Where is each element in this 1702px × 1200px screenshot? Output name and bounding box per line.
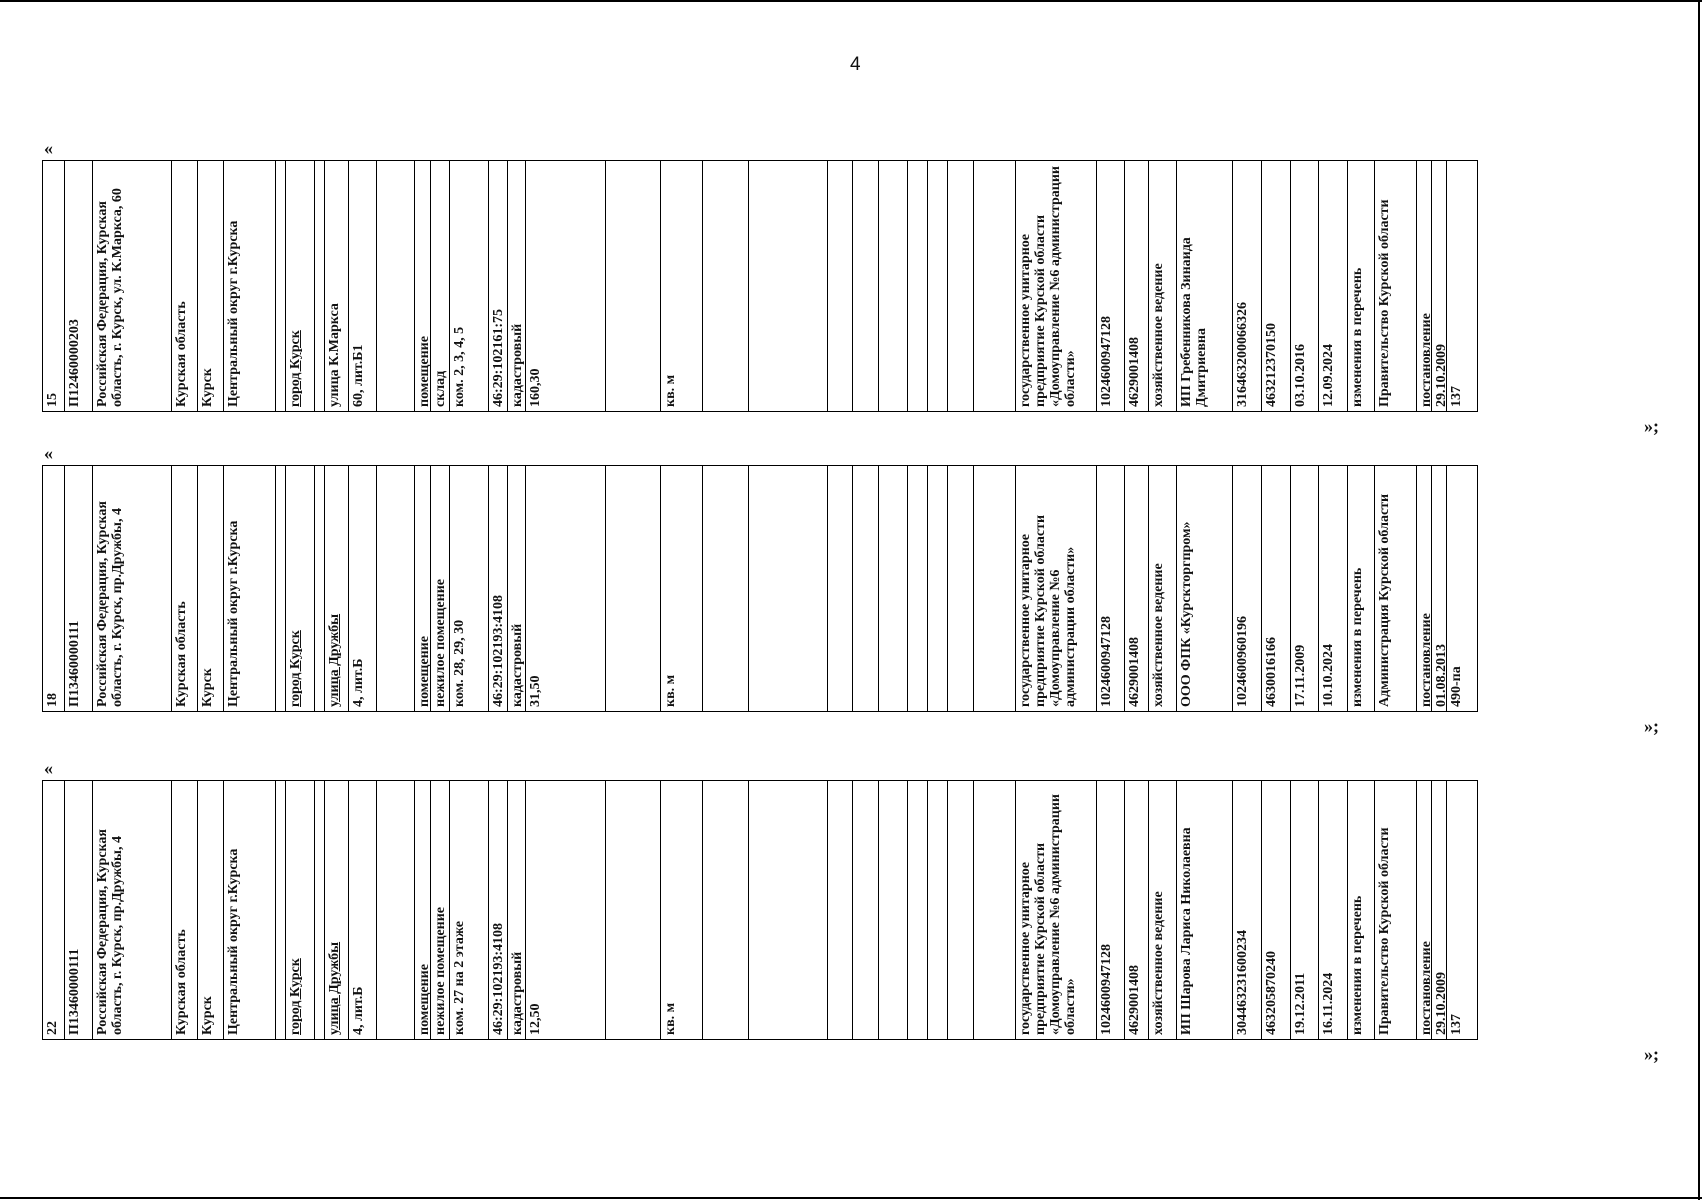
table-cell: город Курск [286, 161, 315, 411]
table-cell [315, 781, 325, 1039]
table-cell: 15 [43, 161, 65, 411]
table-cell: Правительство Курской области [1375, 161, 1417, 411]
table-cell: 29.10.2009 [1432, 161, 1447, 411]
table-cell [828, 161, 854, 411]
table-cell: улица К.Маркса [325, 161, 349, 411]
table-cell: Курская область [172, 466, 198, 711]
page-number: 4 [850, 54, 861, 75]
table-cell: Курская область [172, 161, 198, 411]
table-cell: постановление [1417, 781, 1432, 1039]
table-cell: ИП Шарова Лариса Николаевна [1177, 781, 1233, 1039]
table-cell: 16.11.2024 [1319, 781, 1348, 1039]
table-cell: изменения в перечень [1348, 161, 1375, 411]
table-cell: улица Дружбы [325, 466, 349, 711]
table-cell: кадастровый [508, 466, 526, 711]
page-frame-top [0, 0, 1702, 2]
table-cell: Российская Федерация, Курская область, г. Курск, ул. К.Маркса, 60 [93, 161, 173, 411]
table-cell: 463205870240 [1262, 781, 1291, 1039]
table-cell [948, 161, 974, 411]
table-cell: ком. 2, 3, 4, 5 [450, 161, 489, 411]
table-cell: Курск [198, 781, 224, 1039]
table-cell: 137 [1448, 386, 1464, 407]
table-cell: 46:29:102193:4108 [489, 466, 508, 711]
table-cell [315, 161, 325, 411]
table-cell [879, 161, 908, 411]
table-cell: 4, лит.Б [349, 781, 377, 1039]
page-frame-bottom [0, 1197, 1702, 1199]
table-cell: изменения в перечень [1348, 781, 1375, 1039]
table-cell: ком. 27 на 2 этаже [450, 781, 489, 1039]
table-cell: 1024600947128 [1097, 466, 1125, 711]
table-cell: хозяйственное ведение [1149, 161, 1177, 411]
table-cell: 4629001408 [1125, 781, 1149, 1039]
table-cell [879, 781, 908, 1039]
table-cell: помещение [415, 161, 431, 411]
table-cell: кадастровый [508, 781, 526, 1039]
table-cell: П13460000111 [65, 781, 93, 1039]
table-cell: помещение [415, 466, 431, 711]
table-cell: кадастровый [508, 161, 526, 411]
table-cell [948, 466, 974, 711]
table-cell [928, 161, 948, 411]
table-cell [928, 781, 948, 1039]
table-cell: 01.08.2013 [1432, 466, 1447, 711]
table-cell: кв. м [661, 161, 703, 411]
table-cell: П12460000203 [65, 161, 93, 411]
table-cell: хозяйственное ведение [1149, 781, 1177, 1039]
table-cell [606, 781, 662, 1039]
table-cell: 4629001408 [1125, 466, 1149, 711]
table-cell: ИП Гребенникова Зинаида Дмитриевна [1177, 161, 1233, 411]
table-cell: государственное унитарное предприятие Курской области «Домоуправление №6 администрации области» [1016, 466, 1098, 711]
table-cell [853, 781, 879, 1039]
table-cell [377, 781, 416, 1039]
table-cell: 46:29:102161:75 [489, 161, 508, 411]
quote-close: »; [1644, 1044, 1659, 1064]
table-cell: Правительство Курской области [1375, 781, 1417, 1039]
table-cell: Администрация Курской области [1375, 466, 1417, 711]
table-cell: 46:29:102193:4108 [489, 781, 508, 1039]
table-cell [703, 466, 749, 711]
table-cell: 03.10.2016 [1291, 161, 1320, 411]
table-cell: 304463231600234 [1233, 781, 1262, 1039]
table-cell: 1024600960196 [1233, 466, 1262, 711]
table-cell [908, 466, 928, 711]
table-cell: 18 [43, 466, 65, 711]
table-cell: город Курск [286, 466, 315, 711]
table-cell: 4, лит.Б [349, 466, 377, 711]
table-cell: Курская область [172, 781, 198, 1039]
table-cell: ком. 28, 29, 30 [450, 466, 489, 711]
table-cell: кв. м [661, 781, 703, 1039]
table-cell: нежилое помещение [431, 781, 450, 1039]
table-cell [749, 781, 828, 1039]
register-entry-table [42, 780, 1478, 1040]
table-cell: государственное унитарное предприятие Курской области «Домоуправление №6 администрации области» [1016, 781, 1098, 1039]
table-cell [908, 161, 928, 411]
register-entry-table [42, 465, 1478, 712]
table-cell [853, 466, 879, 711]
table-cell [703, 161, 749, 411]
table-cell [276, 161, 286, 411]
table-cell [377, 466, 416, 711]
table-cell: 4629001408 [1125, 161, 1149, 411]
table-cell: 29.10.2009 [1432, 781, 1447, 1039]
table-cell: 137 [1448, 1014, 1464, 1035]
table-cell [908, 781, 928, 1039]
table-cell: 12,50 [526, 781, 606, 1039]
table-cell [276, 781, 286, 1039]
table-cell: город Курск [286, 781, 315, 1039]
table-cell [853, 161, 879, 411]
table-cell [974, 161, 1016, 411]
table-cell: Центральный округ г.Курска [224, 466, 276, 711]
table-cell [606, 161, 662, 411]
table-cell: Центральный округ г.Курска [224, 161, 276, 411]
table-cell [606, 466, 662, 711]
table-cell [749, 466, 828, 711]
table-cell [974, 466, 1016, 711]
table-cell: 1024600947128 [1097, 781, 1125, 1039]
table-cell: Центральный округ г.Курска [224, 781, 276, 1039]
table-cell: 17.11.2009 [1291, 466, 1320, 711]
table-cell: 316463200066326 [1233, 161, 1262, 411]
register-entry-table [42, 160, 1478, 412]
quote-close: »; [1644, 716, 1659, 736]
table-cell: 22 [43, 781, 65, 1039]
table-cell: государственное унитарное предприятие Курской области «Домоуправление №6 администрации области» [1016, 161, 1098, 411]
table-cell: 463212370150 [1262, 161, 1291, 411]
table-cell: Курск [198, 466, 224, 711]
table-cell [703, 781, 749, 1039]
table-cell: Российская Федерация, Курская область, г. Курск, пр.Дружбы, 4 [93, 466, 173, 711]
table-cell [749, 161, 828, 411]
table-cell [828, 466, 854, 711]
table-cell: изменения в перечень [1348, 466, 1375, 711]
quote-open: « [44, 443, 53, 463]
table-cell [315, 466, 325, 711]
table-cell: кв. м [661, 466, 703, 711]
table-cell: ООО ФПК «Курскторгпром» [1177, 466, 1233, 711]
page-frame-right [1698, 0, 1700, 1200]
table-cell: П13460000111 [65, 466, 93, 711]
quote-open: « [44, 138, 53, 158]
table-cell [948, 781, 974, 1039]
table-cell: улица Дружбы [325, 781, 349, 1039]
table-cell: 60, лит.Б1 [349, 161, 377, 411]
table-cell: нежилое помещение [431, 466, 450, 711]
quote-close: »; [1644, 416, 1659, 436]
quote-open: « [44, 758, 53, 778]
table-cell: 1024600947128 [1097, 161, 1125, 411]
table-cell: помещение [415, 781, 431, 1039]
table-cell [276, 466, 286, 711]
table-cell [974, 781, 1016, 1039]
table-cell: склад [431, 161, 450, 411]
table-cell [928, 466, 948, 711]
table-cell: 10.10.2024 [1319, 466, 1348, 711]
table-cell: 19.12.2011 [1291, 781, 1320, 1039]
table-cell [828, 781, 854, 1039]
table-cell: хозяйственное ведение [1149, 466, 1177, 711]
table-cell [879, 466, 908, 711]
table-cell: 160,30 [526, 161, 606, 411]
table-cell: Курск [198, 161, 224, 411]
table-cell: 12.09.2024 [1319, 161, 1348, 411]
table-cell: 31,50 [526, 466, 606, 711]
table-cell [377, 161, 416, 411]
table-cell: Российская Федерация, Курская область, г. Курск, пр.Дружбы, 4 [93, 781, 173, 1039]
table-cell: постановление [1417, 466, 1432, 711]
table-cell: 490-па [1448, 666, 1464, 707]
table-cell: постановление [1417, 161, 1432, 411]
table-cell: 4630016166 [1262, 466, 1291, 711]
